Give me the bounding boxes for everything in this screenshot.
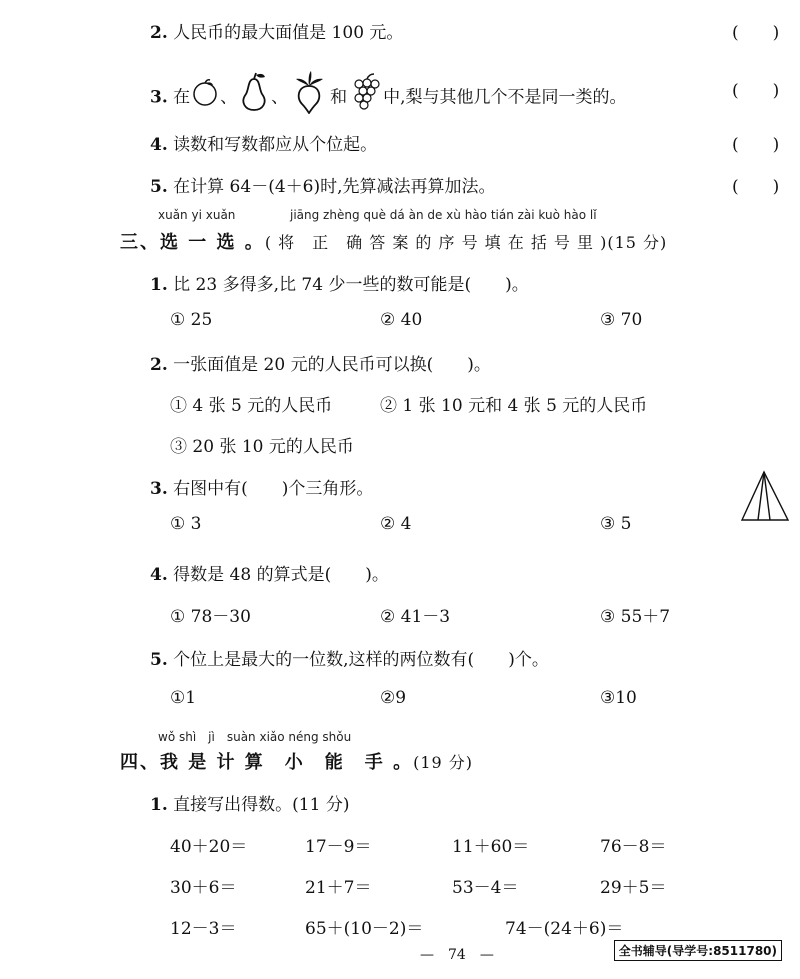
choice-q2: 2. 一张面值是 20 元的人民币可以换( )。: [150, 355, 491, 375]
option[interactable]: ① 3: [170, 514, 202, 534]
option[interactable]: ③ 5: [600, 514, 632, 534]
apple-icon: [190, 77, 220, 119]
question-text: 人民币的最大面值是 100 元。: [173, 23, 404, 43]
option[interactable]: ① 25: [170, 310, 213, 330]
question-number: 5.: [150, 177, 168, 197]
judge-q3: 3. 在 、 、 和 中,梨与其他几个不是同一类的。: [150, 70, 627, 126]
judge-q2: [150, 18, 403, 43]
calc-item: 29＋5＝: [600, 878, 667, 898]
calc-item: 76－8＝: [600, 837, 667, 857]
calc-item: 65＋(10－2)＝: [305, 919, 424, 939]
calc-item: 40＋20＝: [170, 837, 248, 857]
choice-q4: 4. 得数是 48 的算式是( )。: [150, 565, 389, 585]
pinyin-annotation: xuǎn yi xuǎn: [158, 208, 236, 222]
section-heading: 四、我 是 计 算 小 能 手 。(19 分): [120, 752, 474, 773]
calc-item: 17－9＝: [305, 837, 372, 857]
option[interactable]: ③10: [600, 688, 637, 708]
option[interactable]: ② 4: [380, 514, 412, 534]
answer-paren[interactable]: ( ): [732, 177, 780, 197]
question-text: 在计算 64－(4＋6)时,先算减法再算加法。: [173, 177, 496, 197]
triangle-figure: [740, 470, 790, 522]
choice-q1: 1. 比 23 多得多,比 74 少一些的数可能是( )。: [150, 275, 529, 295]
grapes-icon: [347, 72, 383, 124]
answer-paren[interactable]: ( ): [732, 135, 780, 155]
calc-item: 30＋6＝: [170, 878, 237, 898]
option[interactable]: ③ 20 张 10 元的人民币: [170, 437, 354, 457]
judge-q5: [150, 172, 496, 197]
footer-badge: 全书辅导(导学号:8511780): [614, 940, 782, 961]
option[interactable]: ② 40: [380, 310, 423, 330]
question-text: 读数和写数都应从个位起。: [173, 135, 378, 155]
section-heading: 三、选 一 选 。( 将 正 确 答 案 的 序 号 填 在 括 号 里 )(15 分): [120, 232, 668, 253]
calc-item: 53－4＝: [452, 878, 519, 898]
question-number: 2.: [150, 23, 168, 43]
option[interactable]: ②9: [380, 688, 407, 708]
option[interactable]: ② 41－3: [380, 607, 451, 627]
answer-paren[interactable]: ( ): [732, 23, 780, 43]
option[interactable]: ② 1 张 10 元和 4 张 5 元的人民币: [380, 396, 648, 416]
pear-icon: [237, 72, 271, 124]
option[interactable]: ③ 55＋7: [600, 607, 671, 627]
option[interactable]: ①1: [170, 688, 197, 708]
calc-item: 11＋60＝: [452, 837, 530, 857]
option[interactable]: ① 4 张 5 元的人民币: [170, 396, 333, 416]
pinyin-annotation: wǒ shì jì suàn xiǎo néng shǒu: [158, 730, 352, 744]
pinyin-annotation: jiāng zhèng què dá àn de xù hào tián zài kuò hào lǐ: [290, 208, 597, 222]
question-number: 3.: [150, 87, 168, 108]
judge-q4: [150, 130, 377, 155]
option[interactable]: ① 78－30: [170, 607, 251, 627]
radish-icon: [288, 70, 330, 126]
page-number: — 74 —: [420, 947, 494, 963]
question-number: 4.: [150, 135, 168, 155]
calc-item: 12－3＝: [170, 919, 237, 939]
calc-item: 21＋7＝: [305, 878, 372, 898]
choice-q3: 3. 右图中有( )个三角形。: [150, 479, 374, 499]
choice-q5: 5. 个位上是最大的一位数,这样的两位数有( )个。: [150, 650, 549, 670]
calc-item: 74－(24＋6)＝: [505, 919, 624, 939]
calc-q1: 1. 直接写出得数。(11 分): [150, 795, 350, 815]
option[interactable]: ③ 70: [600, 310, 643, 330]
answer-paren[interactable]: ( ): [732, 81, 780, 101]
